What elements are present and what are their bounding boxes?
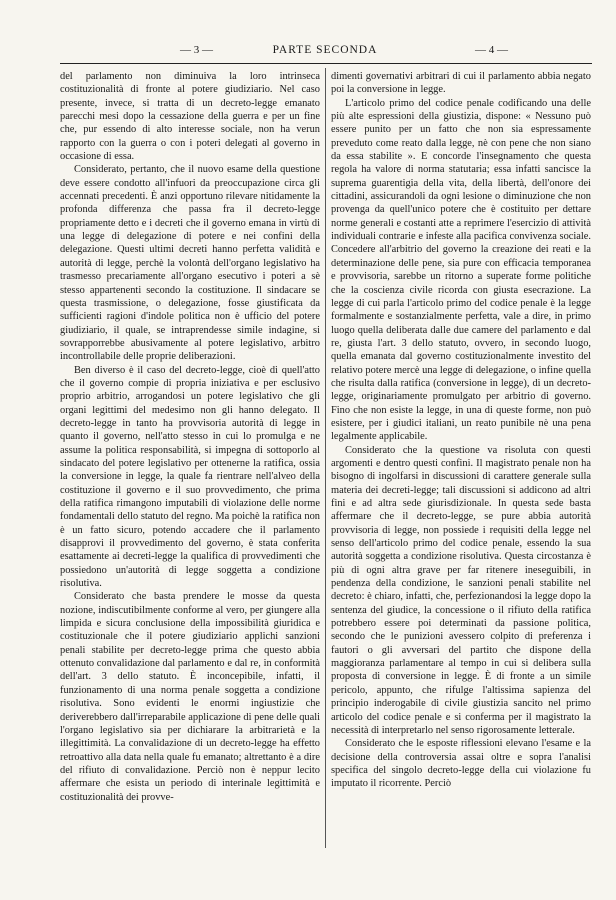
page-number-right: — 4 — — [475, 44, 508, 56]
column-divider — [325, 68, 326, 848]
paragraph: L'articolo primo del codice penale codificando una delle più alte espressioni della giustizia, dispone: « Nessuno può essere punito per un fatto che non sia espressamente preveduto come reato dalla legge, nè con pene che non siano da essa stabilite ». E concorde l'insegnamento che questa regola ha valore di norma statutaria; essa infatti sancisce la suprema guarentigia della vita, della libertà, dell'onore dei cittadini, assicurandoli da ogni lesione o diminuzione che non provenga da quell'unico potere che è costituito per dettare norme generali e costanti atte a reprimere l'esercizio di attività individuali contrarie e infeste alla pacifica convivenza sociale. Concedere all'arbitrio del governo la creazione dei reati e la determinazione delle pene, sia pure con efficacia temporanea e provvisoria, sarebbe un ritorno a superate forme politiche che la coscienza civile ricorda con giusta esecrazione. La legge di cui parla l'articolo primo del codice penale è la legge formalmente e sostanzialmente perfetta, vale a dire, in primo luogo quella deliberata dalle due camere del parlamento e dal re, giusta l'art. 3 dello statuto, ovvero, in secondo luogo, quella emanata dal governo costituzionalmente investito del relativo potere mercè una legge di delegazione, o infine quella che risulta dalla ratifica (conversione in legge), di un decreto-legge, originariamente promulgato per arbitrio di governo. Fino che non esiste la legge, in una di queste forme, non può esistere, per i giudici italiani, un reato punibile nè una pena legalmente applicabile. — [331, 97, 591, 443]
paragraph: Considerato che basta prendere le mosse da questa nozione, indiscutibilmente conforme al vero, per giungere alla limpida e sicura conclusione della impossibilità giuridica e costituzionale che il potere giudiziario applichi sanzioni penali stabilite per decreto-legge prima che questo abbia ottenuto convalidazione dal parlamento e dal re, in conformità dell'art. 3 dello statuto. È inconcepibile, infatti, il funzionamento di una norma penale soggetta a condizione risolutiva. Sono evidenti le enormi ingiustizie che deriverebbero dall'irreparabile applicazione di pene delle quali l'organo legislativo sia per dichiarare la arbitrarietà e la illegittimità. La convalidazione di un decreto-legge ha effetto retroattivo alla data nella quale fu emanato; altrettanto è a dire del rifiuto di convalidazione. Perciò non è neppur lecito affermare che esista un periodo di interinale legittimità e costituzionalità dei provve- — [60, 591, 320, 803]
right-column — [331, 70, 591, 791]
paragraph: Considerato, pertanto, che il nuovo esame della questione deve essere condotto all'infuori da preoccupazione circa gli accennati precedenti. È anzi opportuno rilevare nitidamente la profonda differenza che passa fra il decreto-legge propriamente detto e i decreti che il governo emana in virtù di una legge di delegazione di potere e nei confini della delegazione. Questi ultimi decreti hanno perfetta validità e autorità di legge, perchè la volontà dell'organo legislativo ha trasmesso precariamente all'organo esecutivo i poteri a sè stesso appartenenti secondo la costituzione. Il sindacare se questa trasmissione, o delegazione, fosse giustificata da sufficienti ragioni d'indole politica non è ufficio del potere giudiziario, il quale, se intraprendesse simile indagine, si sovrapporrebbe abusivamente al potere legislativo, arbitro incontrollabile delle proprie deliberazioni. — [60, 164, 320, 363]
header-rule — [60, 63, 592, 64]
page-header — [60, 44, 590, 60]
paragraph: del parlamento non diminuiva la loro intrinseca costituzionalità di fronte al potere giudiziario. Nel caso presente, invece, si tratta di un decreto-legge emanato parecchi mesi dopo la cessazione della guerra e per un fine che, pur essendo di alto interesse sociale, non ha verun rapporto con la guerra o con i poteri delegati al governo in occasione di essa. — [60, 71, 320, 163]
paragraph: Ben diverso è il caso del decreto-legge, cioè di quell'atto che il governo compie di propria iniziativa e per esclusivo proprio arbitrio, arrogandosi un potere legislativo che gli organi legittimi del medesimo non gli hanno delegato. Il decreto-legge in tanto ha provvisoria autorità di legge in quanto il governo, nell'atto stesso in cui lo promulga e ne assume la politica responsabilità, si impegna di sottoporlo al sindacato del potere legislativo per ottenerne la ratifica, ossia la conversione in legge, la quale fa rientrare nell'alveo della costituzione il governo e il suo provvedimento, che prima della ratifica rimangono imputabili di violazione delle norme fondamentali dello statuto del regno. Ma poichè la ratifica non è un fatto sicuro, potendo accadere che il parlamento disapprovi il provvedimento del governo, è stata conferita esattamente ai decreti-legge la qualifica di provvedimenti che possiedono un'autorità di legge soggetta a condizione risolutiva. — [60, 364, 320, 590]
paragraph: Considerato che le esposte riflessioni elevano l'esame e la decisione della controversia assai oltre e sopra l'analisi specifica del singolo decreto-legge della cui violazione fu imputato il ricorrente. Perciò — [331, 738, 591, 790]
paragraph: Considerato che la questione va risoluta con questi argomenti e dentro questi confini. Il magistrato penale non ha bisogno di ingolfarsi in discussioni di carattere generale sulla materia dei decreti-legge; tali discussioni si addicono ad altri fini e ad altra sede giurisdizionale. In questa sede basta affermare che il decreto-legge, se pure abbia autorità provvisoria di legge, non possiede i requisiti della legge nel senso dell'articolo primo del codice penale, essendo la sua autorità soggetta a condizione risolutiva. Questa circostanza è più di ogni altra grave per far ritenere ineseguibili, in pendenza della condizione, le sanzioni penali stabilite nel decreto: è chiaro, infatti, che, perfezionandosi la legge dopo la sentenza del giudice, la concessione o il rifiuto della ratifica potrebbero essere poi determinati da passione politica, secondo che le punizioni avessero colpito di preferenza i fautori o gli avversari del partito che dispone della maggioranza parlamentare al tempo in cui si delibera sulla proposta di conversione in legge. È di fronte a un simile pericolo, appunto, che rifulge l'altissima sapienza del principio inderogabile di civile giustizia sancito nel primo articolo del codice penale e si conferma per il magistrato la necessità di interpretarlo nel senso rigorosamente letterale. — [331, 444, 591, 736]
running-title: PARTE SECONDA — [272, 44, 378, 56]
page-number-left: — 3 — — [180, 44, 213, 56]
left-column — [60, 70, 320, 804]
paragraph: dimenti governativi arbitrari di cui il parlamento abbia negato poi la conversione in legge. — [331, 71, 591, 96]
